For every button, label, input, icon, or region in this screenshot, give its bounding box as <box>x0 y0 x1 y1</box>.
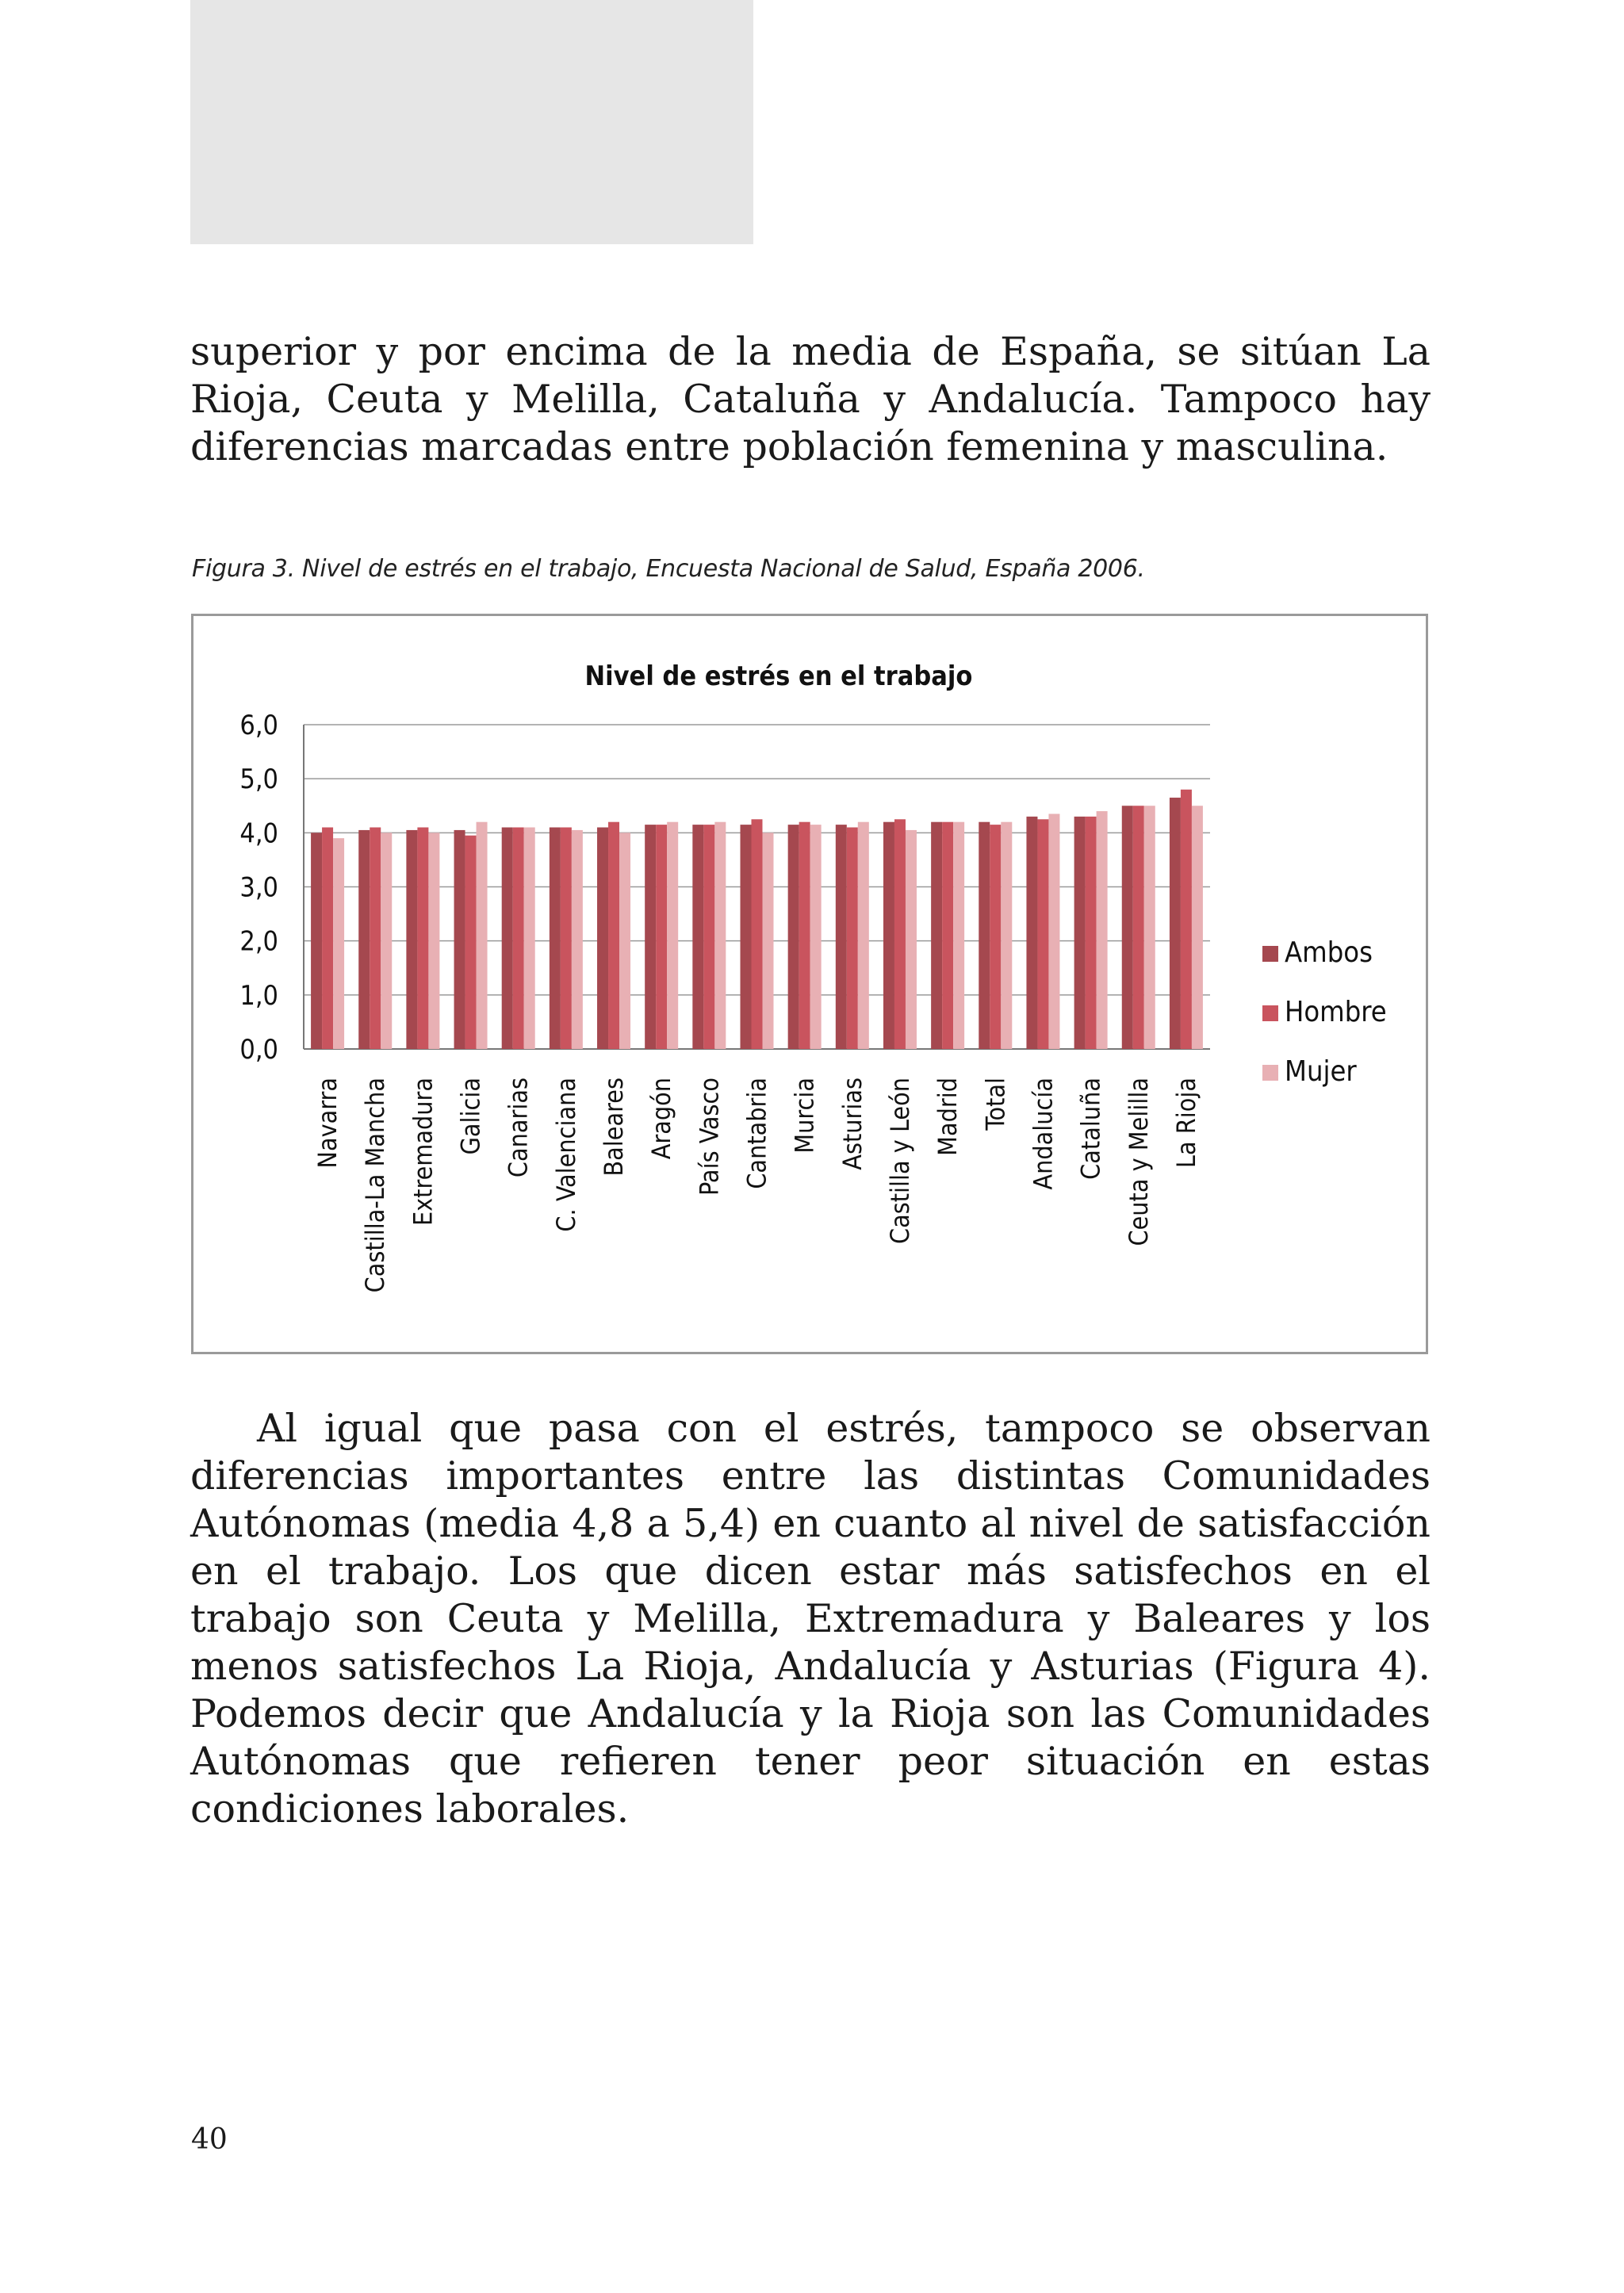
bar-hombre <box>417 828 428 1049</box>
x-category-label: La Rioja <box>1170 1078 1201 1169</box>
bar-ambos <box>692 825 703 1049</box>
bar-ambos <box>1074 817 1086 1049</box>
legend-label-hombre: Hombre <box>1285 996 1387 1028</box>
bar-hombre <box>465 836 477 1049</box>
bar-hombre <box>942 822 953 1049</box>
x-category-label: Ceuta y Melilla <box>1123 1078 1154 1246</box>
bar-hombre <box>847 828 858 1049</box>
bar-ambos <box>597 828 608 1049</box>
bar-hombre <box>894 819 906 1049</box>
y-tick-label: 3,0 <box>239 871 278 904</box>
bar-ambos <box>311 833 322 1049</box>
legend-swatch-ambos <box>1262 946 1278 962</box>
x-category-label: Extremadura <box>408 1078 439 1227</box>
x-category-label: Navarra <box>312 1078 343 1169</box>
bar-hombre <box>513 828 524 1049</box>
body-paragraph-1: superior y por encima de la media de España, se sitúan La Rioja, Ceuta y Melilla, Cataluña y Andalucía. Tampoco hay diferencias marcadas entre población femenina y masculina. <box>190 329 1431 469</box>
y-tick-label: 5,0 <box>239 764 278 796</box>
x-category-label: Castilla-La Mancha <box>360 1078 391 1293</box>
bar-mujer <box>381 833 392 1049</box>
x-category-label: Castilla y León <box>884 1078 915 1245</box>
bar-hombre <box>1086 817 1097 1049</box>
bar-ambos <box>406 830 417 1049</box>
chart-title: Nivel de estrés en el trabajo <box>584 660 973 692</box>
x-category-label: Andalucía <box>1028 1078 1059 1190</box>
x-category-label: Aragón <box>646 1078 677 1160</box>
y-tick-label: 2,0 <box>239 925 278 958</box>
x-category-label: C. Valenciana <box>550 1078 581 1232</box>
bar-ambos <box>550 828 561 1049</box>
bar-mujer <box>1192 806 1203 1049</box>
legend-label-mujer: Mujer <box>1285 1055 1357 1088</box>
legend-label-ambos: Ambos <box>1285 936 1373 969</box>
stress-bar-chart <box>193 616 1426 1352</box>
bar-hombre <box>752 819 763 1049</box>
bar-hombre <box>703 825 714 1049</box>
x-category-label: Madrid <box>933 1078 963 1156</box>
bar-hombre <box>990 825 1001 1049</box>
x-category-label: País Vasco <box>694 1078 725 1196</box>
bar-hombre <box>370 828 381 1049</box>
bar-ambos <box>645 825 656 1049</box>
y-tick-label: 0,0 <box>239 1034 278 1066</box>
bar-mujer <box>333 838 344 1049</box>
bar-hombre <box>656 825 667 1049</box>
page-number: 40 <box>191 2123 228 2156</box>
bar-mujer <box>810 825 822 1049</box>
bar-ambos <box>931 822 942 1049</box>
x-category-label: Baleares <box>599 1078 630 1177</box>
bar-hombre <box>799 822 810 1049</box>
bar-hombre <box>322 828 333 1049</box>
bar-ambos <box>358 830 370 1049</box>
bar-ambos <box>741 825 752 1049</box>
bar-ambos <box>788 825 799 1049</box>
bar-mujer <box>572 830 583 1049</box>
x-category-label: Asturias <box>837 1078 868 1170</box>
bar-mujer <box>428 833 439 1049</box>
x-category-label: Cataluña <box>1075 1078 1106 1180</box>
x-category-label: Total <box>980 1078 1011 1131</box>
bar-mujer <box>477 822 488 1049</box>
bar-mujer <box>524 828 535 1049</box>
bar-ambos <box>1170 798 1181 1049</box>
bar-mujer <box>1001 822 1012 1049</box>
figure-caption: Figura 3. Nivel de estrés en el trabajo, Encuesta Nacional de Salud, España 2006. <box>192 555 1145 583</box>
x-category-label: Murcia <box>789 1078 820 1154</box>
bar-hombre <box>1133 806 1144 1049</box>
bar-mujer <box>667 822 678 1049</box>
bar-mujer <box>714 822 726 1049</box>
bar-hombre <box>1181 790 1192 1049</box>
bar-mujer <box>1048 813 1059 1049</box>
x-category-label: Canarias <box>503 1078 534 1178</box>
bar-hombre <box>608 822 619 1049</box>
bar-ambos <box>979 822 990 1049</box>
chart-frame <box>191 614 1428 1354</box>
bar-ambos <box>883 822 894 1049</box>
bar-ambos <box>1122 806 1133 1049</box>
x-category-label: Cantabria <box>741 1078 772 1189</box>
bar-mujer <box>1097 811 1108 1049</box>
bar-ambos <box>502 828 513 1049</box>
body-paragraph-2: Al igual que pasa con el estrés, tampoco se observan diferencias importantes entre las distintas Comunidades Autónomas (media 4,8 a 5,4) en cuanto al nivel de satisfacción en el trabajo. Los que dicen estar más satisfechos en el trabajo son Ceuta y Melilla, Extremadura y Baleares y los menos satisfechos La Rioja, Andalucía y Asturias (Figura 4). Podemos decir que Andalucía y la Rioja son las Comunidades Autónomas que refieren tener peor situación en estas condiciones laborales. <box>190 1406 1431 1832</box>
bar-mujer <box>619 833 630 1049</box>
x-category-label: Galicia <box>455 1078 486 1155</box>
y-tick-label: 6,0 <box>239 710 278 741</box>
header-gray-block <box>190 0 753 244</box>
bar-ambos <box>1026 817 1037 1049</box>
bar-mujer <box>953 822 964 1049</box>
bar-ambos <box>836 825 847 1049</box>
y-tick-label: 4,0 <box>239 817 278 850</box>
bar-mujer <box>858 822 869 1049</box>
bar-hombre <box>561 828 572 1049</box>
bar-mujer <box>906 830 917 1049</box>
bar-hombre <box>1037 819 1048 1049</box>
y-tick-label: 1,0 <box>239 979 278 1012</box>
legend-swatch-hombre <box>1262 1005 1278 1021</box>
legend-swatch-mujer <box>1262 1065 1278 1081</box>
bar-mujer <box>763 833 774 1049</box>
bar-ambos <box>454 830 465 1049</box>
bar-mujer <box>1144 806 1155 1049</box>
